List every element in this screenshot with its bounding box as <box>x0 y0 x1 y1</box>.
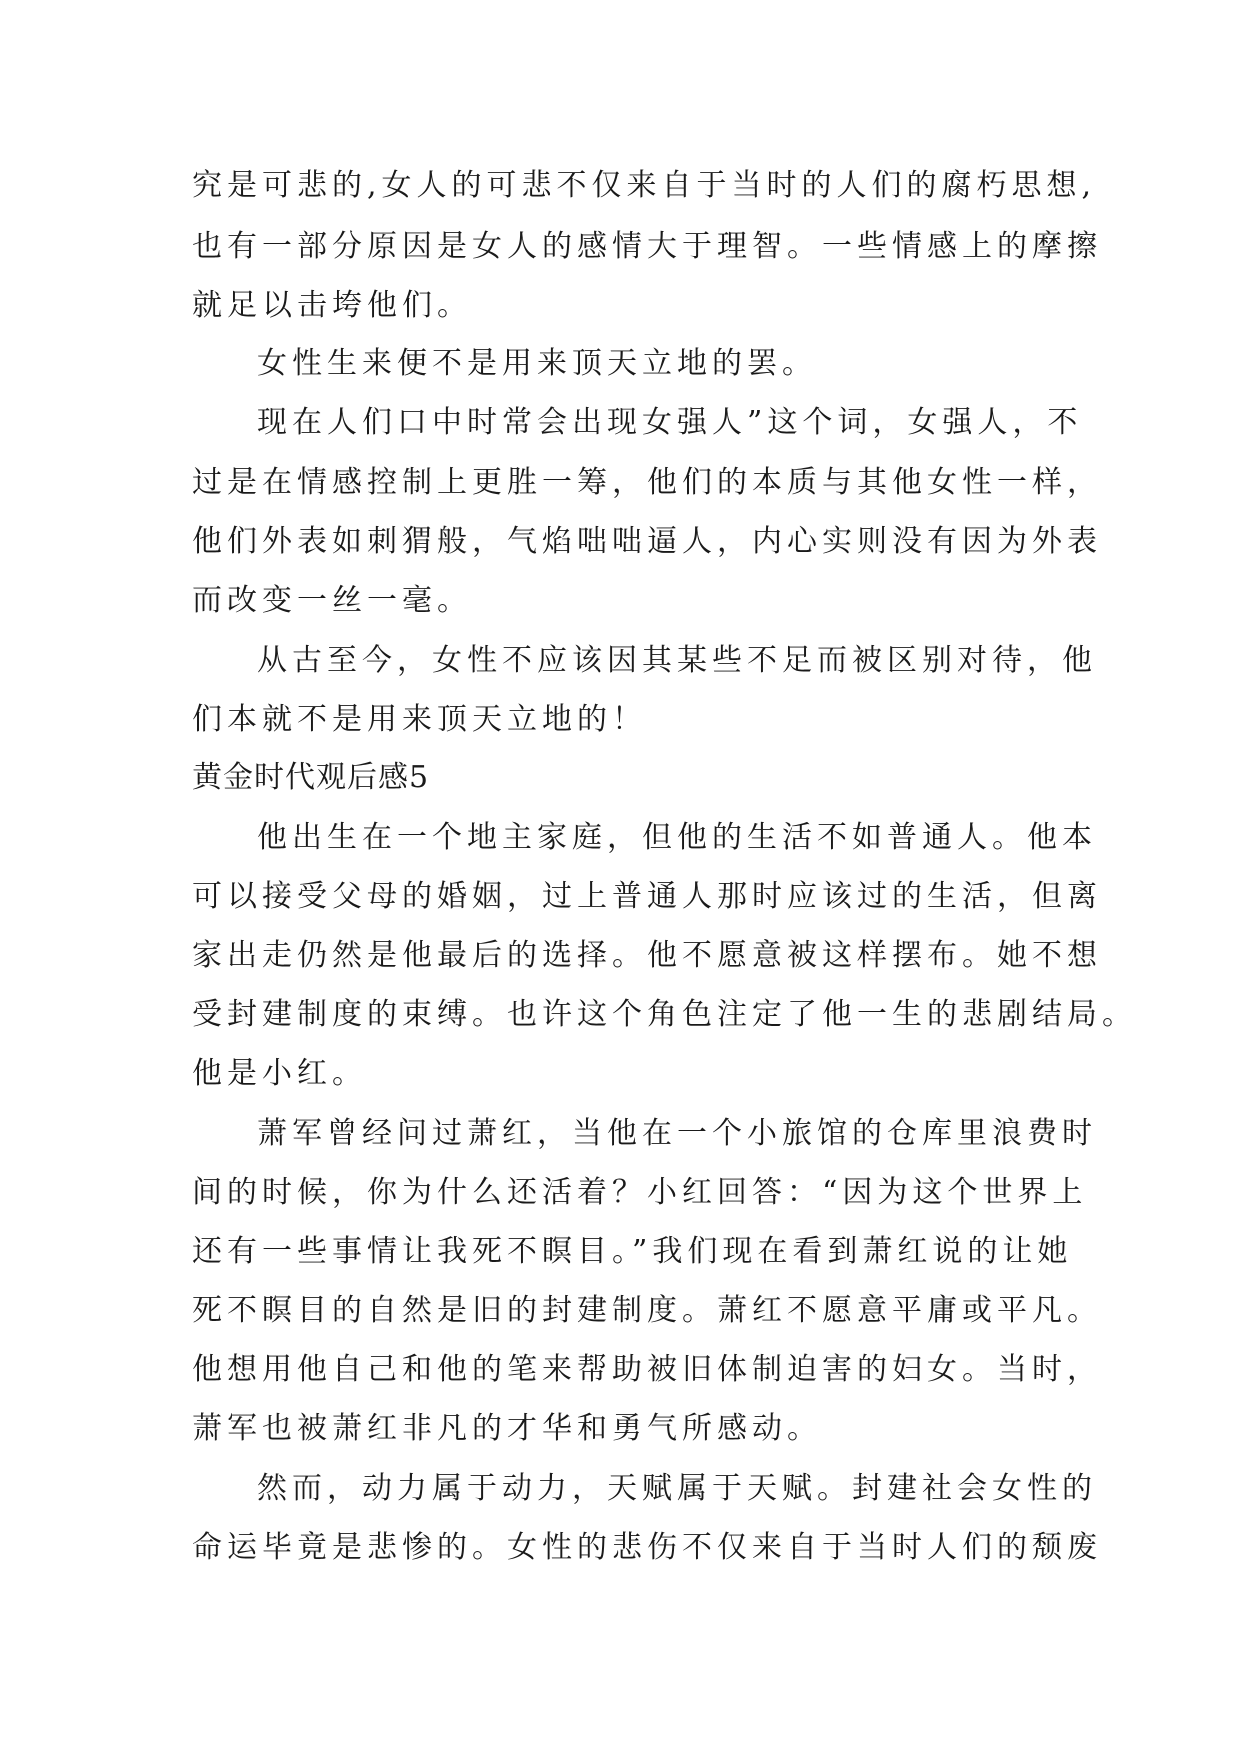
text-line: 死不瞑目的自然是旧的封建制度。萧红不愿意平庸或平凡。 <box>192 1293 1102 1328</box>
text-line: 他们外表如刺猬般，气焰咄咄逼人，内心实则没有因为外表 <box>192 524 1102 559</box>
text-line: 他是小红。 <box>192 1056 367 1091</box>
section-heading: 黄金时代观后感5 <box>192 760 430 795</box>
text-line: 而改变一丝一毫。 <box>192 583 472 618</box>
text-line: 间的时候，你为什么还活着？小红回答：“因为这个世界上 <box>192 1175 1088 1210</box>
text-line: 他想用他自己和他的笔来帮助被旧体制迫害的妇女。当时， <box>192 1352 1102 1387</box>
text-line: 就足以击垮他们。 <box>192 288 472 323</box>
text-line: 家出走仍然是他最后的选择。他不愿意被这样摆布。她不想 <box>192 938 1102 973</box>
paragraph-first-line: 萧军曾经问过萧红，当他在一个小旅馆的仓库里浪费时 <box>257 1116 1097 1151</box>
paragraph-first-line: 他出生在一个地主家庭，但他的生活不如普通人。他本 <box>257 820 1097 855</box>
paragraph-first-line: 现在人们口中时常会出现女强人”这个词，女强人，不 <box>257 405 1083 440</box>
paragraph-first-line: 然而，动力属于动力，天赋属于天赋。封建社会女性的 <box>257 1471 1097 1506</box>
text-line: 受封建制度的束缚。也许这个角色注定了他一生的悲剧结局。 <box>192 997 1137 1032</box>
text-line: 萧军也被萧红非凡的才华和勇气所感动。 <box>192 1411 822 1446</box>
text-line: 还有一些事情让我死不瞑目。”我们现在看到萧红说的让她 <box>192 1234 1073 1269</box>
text-line: 们本就不是用来顶天立地的！ <box>192 702 647 737</box>
text-line: 究是可悲的,女人的可悲不仅来自于当时的人们的腐朽思想, <box>192 168 1097 203</box>
text-line: 也有一部分原因是女人的感情大于理智。一些情感上的摩擦 <box>192 229 1102 264</box>
paragraph-first-line: 女性生来便不是用来顶天立地的罢。 <box>257 346 817 381</box>
text-line: 过是在情感控制上更胜一筹，他们的本质与其他女性一样， <box>192 465 1102 500</box>
paragraph-first-line: 从古至今，女性不应该因其某些不足而被区别对待，他 <box>257 643 1097 678</box>
text-line: 命运毕竟是悲惨的。女性的悲伤不仅来自于当时人们的颓废 <box>192 1530 1102 1565</box>
text-line: 可以接受父母的婚姻，过上普通人那时应该过的生活，但离 <box>192 879 1102 914</box>
